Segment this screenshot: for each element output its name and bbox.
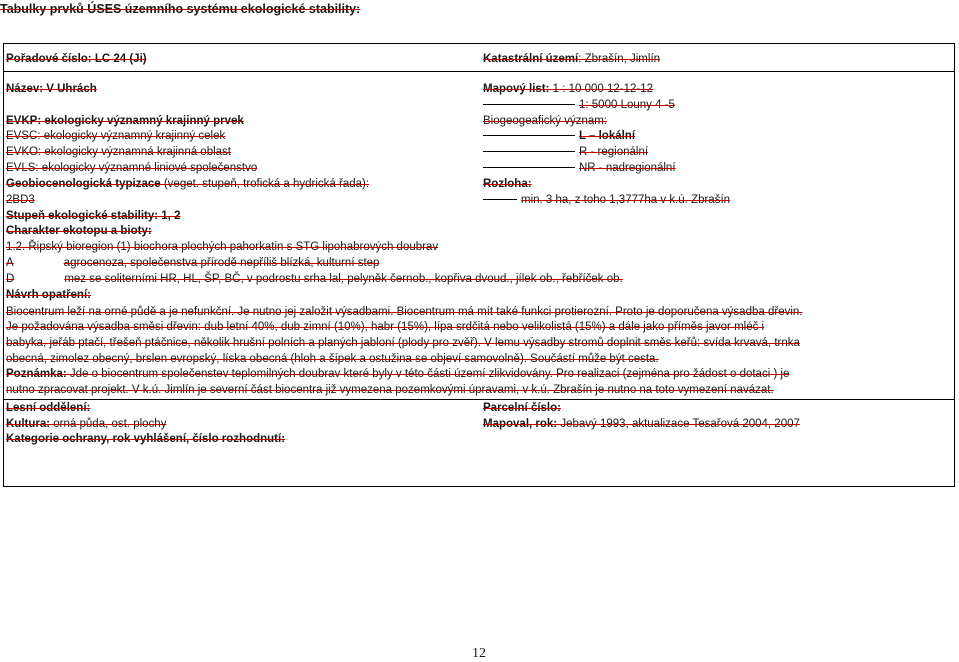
charakter-heading: Charakter ekotopu a bioty: (6, 225, 152, 237)
mapoval: Mapoval, rok: Jebavý 1993, aktualizace Tesařová 2004, 2007 (483, 418, 800, 430)
row-divider (4, 399, 954, 400)
biogeograficky-vyznam: Biogeogeafický význam: (483, 115, 608, 127)
navrh-line-3: babyka, jeřáb ptačí, třešeň ptáčnice, několik hrušní polních a planých jabloní (plody pro zvěř). V lemu výsadby stromů doplnit směs keřů: svída krvavá, trnka (6, 337, 800, 349)
navrh-line-2: Je požadována výsadba směsi dřevin: dub letní 40%, dub zimní (10%), habr (15%), lípa srdčitá nebo velikolistá (15%) a dále jako příměs javor mléč i (6, 321, 765, 333)
document-title: Tabulky prvků ÚSES územního systému ekologické stability: (0, 2, 361, 16)
mapovy-list-detail: 1: 5000 Louny 4 -5 (483, 99, 675, 111)
evls: EVLS: ekologicky významné liniové společenstvo (6, 162, 258, 174)
kultura: Kultura: orná půda, ost. plochy (6, 418, 167, 430)
navrh-line-1: Biocentrum leží na orné půdě a je nefunkční. Je nutno jej založit výsadbami. Biocentrum má mít také funkci protierozní. Proto je doporučena výsadba dřevin. (6, 306, 803, 318)
poradove-cislo: Pořadové číslo: LC 24 (Ji) (6, 53, 147, 65)
lesni-oddeleni: Lesní oddělení: (6, 402, 91, 414)
element-table (3, 43, 955, 487)
vyznam-regionalni: R - regionální (483, 146, 648, 158)
parcelni-cislo: Parcelní číslo: (483, 402, 561, 414)
vyznam-lokalni: L – lokální (483, 130, 635, 142)
navrh-line-4: obecná, zimolez obecný, brslen evropský, líska obecná (hloh a šípek a ostužina se objeví samovolně). Součástí může být cesta. (6, 353, 659, 365)
katastralni-uzemi: Katastrální území: Zbrašín, Jimlín (483, 53, 661, 65)
row-divider (4, 71, 954, 72)
bioregion-line: 1.2. Řipský bioregion (1) biochora plochých pahorkatin s STG lipohabrových doubrav (6, 241, 439, 253)
evko: EVKO: ekologicky významná krajinná oblast (6, 146, 231, 158)
evsc: EVSC: ekologicky významný krajinný celek (6, 130, 226, 142)
nazev: Název: V Uhrách (6, 83, 97, 95)
line-a: A agrocenoza, společenstva přírodě nepříliš blízká, kulturní step (6, 257, 380, 269)
mapovy-list: Mapový list: 1 : 10 000 12-12-12 (483, 83, 654, 95)
geobio-value: 2BD3 (6, 194, 35, 206)
stupen-stability: Stupeň ekologické stability: 1, 2 (6, 210, 181, 222)
rozloha-value: min. 3 ha, z toho 1,3777ha v k.ú. Zbrašín (483, 194, 730, 206)
geobiocenologicka-typizace: Geobiocenologická typizace (veget. stupeň, trofická a hydrická řada): (6, 178, 370, 190)
line-d: D mez se soliterními HR, HL, ŠP, BČ, v podrostu srha lal, pelyněk černob., kopřiva dvoud., jílek ob., řebříček ob. (6, 273, 623, 285)
vyznam-nadregionalni: NR - nadregionální (483, 162, 676, 174)
navrh-heading: Návrh opatření: (6, 289, 91, 301)
poznamka-line-2: nutno zpracovat projekt. V k.ú. Jimlín je severní část biocentra již vymezena pozemkovými úpravami, v k.ú. Zbrašín je nutno na toto vymezení navázat. (6, 384, 774, 396)
page-number: 12 (472, 646, 486, 661)
kategorie-ochrany: Kategorie ochrany, rok vyhlášení, číslo rozhodnutí: (6, 433, 286, 445)
poznamka-line-1: Poznámka: Jde o biocentrum společenstev teplomilných doubrav které byly v této části území zlikvidovány. Pro realizaci (zejména pro žádost o dotaci ) je (6, 368, 790, 380)
rozloha-label: Rozloha: (483, 178, 532, 190)
evkp: EVKP: ekologicky významný krajinný prvek (6, 115, 244, 127)
